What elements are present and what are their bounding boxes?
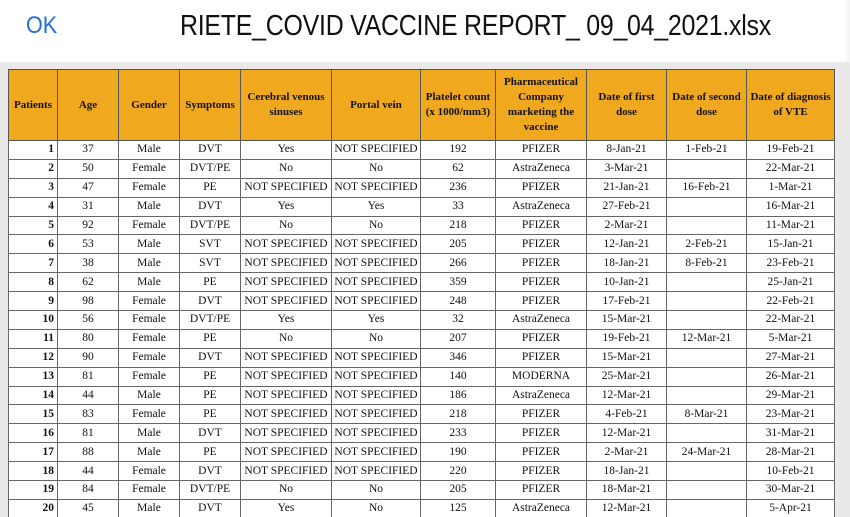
table-cell[interactable]: 23-Feb-21 bbox=[747, 254, 835, 273]
table-cell[interactable]: PFIZER bbox=[496, 481, 587, 500]
table-cell[interactable]: Female bbox=[119, 329, 180, 348]
table-cell[interactable]: 8-Jan-21 bbox=[587, 141, 667, 160]
table-cell[interactable]: 12-Mar-21 bbox=[587, 424, 667, 443]
table-cell[interactable]: NOT SPECIFIED bbox=[241, 273, 332, 292]
table-cell[interactable]: 12-Mar-21 bbox=[587, 386, 667, 405]
table-cell[interactable]: 15-Mar-21 bbox=[587, 348, 667, 367]
table-cell[interactable] bbox=[667, 292, 747, 311]
table-cell[interactable]: Female bbox=[119, 367, 180, 386]
table-cell[interactable]: No bbox=[332, 159, 421, 178]
column-header[interactable]: Pharmaceutical Company marketing the vaccine bbox=[496, 70, 587, 141]
table-cell[interactable]: 140 bbox=[421, 367, 496, 386]
table-cell[interactable]: 18-Jan-21 bbox=[587, 462, 667, 481]
table-cell[interactable]: No bbox=[332, 481, 421, 500]
table-cell[interactable] bbox=[667, 311, 747, 330]
table-cell[interactable]: Female bbox=[119, 311, 180, 330]
table-cell[interactable]: 18-Jan-21 bbox=[587, 254, 667, 273]
column-header[interactable]: Date of diagnosis of VTE bbox=[747, 70, 835, 141]
table-cell[interactable]: 17-Feb-21 bbox=[587, 292, 667, 311]
ok-button[interactable]: OK bbox=[26, 12, 58, 39]
table-cell[interactable]: 346 bbox=[421, 348, 496, 367]
column-header[interactable]: Cerebral venous sinuses bbox=[241, 70, 332, 141]
table-cell[interactable]: AstraZeneca bbox=[496, 311, 587, 330]
table-cell[interactable]: 22-Mar-21 bbox=[747, 311, 835, 330]
table-cell[interactable]: Male bbox=[119, 499, 180, 517]
table-cell[interactable]: 83 bbox=[58, 405, 119, 424]
table-cell[interactable]: 207 bbox=[421, 329, 496, 348]
table-row bbox=[9, 386, 835, 405]
table-cell[interactable]: 5-Mar-21 bbox=[747, 329, 835, 348]
table-cell[interactable]: NOT SPECIFIED bbox=[332, 235, 421, 254]
table-cell[interactable]: 220 bbox=[421, 462, 496, 481]
table-cell[interactable]: 47 bbox=[58, 178, 119, 197]
table-cell[interactable]: PFIZER bbox=[496, 348, 587, 367]
table-cell[interactable]: 10-Feb-21 bbox=[747, 462, 835, 481]
table-cell[interactable]: DVT bbox=[180, 197, 241, 216]
table-row bbox=[9, 367, 835, 386]
table-cell[interactable]: PFIZER bbox=[496, 216, 587, 235]
table-cell[interactable]: PE bbox=[180, 329, 241, 348]
patient-id-cell[interactable]: 4 bbox=[9, 197, 58, 216]
table-cell[interactable]: 22-Feb-21 bbox=[747, 292, 835, 311]
patient-id-cell[interactable]: 9 bbox=[9, 292, 58, 311]
table-cell[interactable]: DVT bbox=[180, 424, 241, 443]
patient-id-cell[interactable]: 5 bbox=[9, 216, 58, 235]
table-cell[interactable]: AstraZeneca bbox=[496, 197, 587, 216]
patient-id-cell[interactable]: 8 bbox=[9, 273, 58, 292]
table-row bbox=[9, 329, 835, 348]
table-cell[interactable]: DVT/PE bbox=[180, 311, 241, 330]
file-title: RIETE_COVID VACCINE REPORT_ 09_04_2021.xlsx bbox=[180, 10, 771, 42]
table-cell[interactable]: 50 bbox=[58, 159, 119, 178]
table-cell[interactable]: 22-Mar-21 bbox=[747, 159, 835, 178]
table-cell[interactable]: 233 bbox=[421, 424, 496, 443]
table-cell[interactable]: MODERNA bbox=[496, 367, 587, 386]
table-cell[interactable]: Male bbox=[119, 273, 180, 292]
table-cell[interactable]: NOT SPECIFIED bbox=[332, 443, 421, 462]
table-cell[interactable]: 125 bbox=[421, 499, 496, 517]
table-cell[interactable]: 21-Jan-21 bbox=[587, 178, 667, 197]
column-header[interactable]: Date of second dose bbox=[667, 70, 747, 141]
table-cell[interactable]: PE bbox=[180, 386, 241, 405]
table-row bbox=[9, 178, 835, 197]
table-cell[interactable]: DVT/PE bbox=[180, 216, 241, 235]
table-cell[interactable]: NOT SPECIFIED bbox=[241, 424, 332, 443]
table-cell[interactable]: 33 bbox=[421, 197, 496, 216]
table-cell[interactable]: AstraZeneca bbox=[496, 159, 587, 178]
table-cell[interactable]: PFIZER bbox=[496, 235, 587, 254]
table-cell[interactable]: 4-Feb-21 bbox=[587, 405, 667, 424]
table-row bbox=[9, 159, 835, 178]
table-cell[interactable]: Male bbox=[119, 235, 180, 254]
table-row bbox=[9, 197, 835, 216]
table-row bbox=[9, 235, 835, 254]
patient-id-cell[interactable]: 16 bbox=[9, 424, 58, 443]
table-cell[interactable]: 2-Mar-21 bbox=[587, 216, 667, 235]
table-cell[interactable]: PE bbox=[180, 178, 241, 197]
table-cell[interactable]: Female bbox=[119, 481, 180, 500]
table-cell[interactable]: NOT SPECIFIED bbox=[332, 386, 421, 405]
table-cell[interactable]: 25-Mar-21 bbox=[587, 367, 667, 386]
table-cell[interactable]: Female bbox=[119, 462, 180, 481]
table-cell[interactable]: PFIZER bbox=[496, 329, 587, 348]
table-cell[interactable]: 88 bbox=[58, 443, 119, 462]
table-cell[interactable]: 26-Mar-21 bbox=[747, 367, 835, 386]
table-cell[interactable]: NOT SPECIFIED bbox=[332, 348, 421, 367]
column-header[interactable]: Patients bbox=[9, 70, 58, 141]
table-cell[interactable]: 218 bbox=[421, 405, 496, 424]
table-cell[interactable]: NOT SPECIFIED bbox=[241, 235, 332, 254]
table-cell[interactable]: NOT SPECIFIED bbox=[332, 292, 421, 311]
table-row bbox=[9, 424, 835, 443]
table-row bbox=[9, 273, 835, 292]
table-cell[interactable]: PFIZER bbox=[496, 443, 587, 462]
table-cell[interactable]: 81 bbox=[58, 367, 119, 386]
table-cell[interactable]: PFIZER bbox=[496, 141, 587, 160]
table-cell[interactable] bbox=[667, 216, 747, 235]
table-cell[interactable]: 10-Jan-21 bbox=[587, 273, 667, 292]
table-cell[interactable]: DVT/PE bbox=[180, 159, 241, 178]
table-cell[interactable]: PFIZER bbox=[496, 273, 587, 292]
table-cell[interactable]: No bbox=[332, 499, 421, 517]
table-cell[interactable]: Yes bbox=[332, 197, 421, 216]
table-cell[interactable]: DVT bbox=[180, 292, 241, 311]
table-row bbox=[9, 348, 835, 367]
table-cell[interactable]: Male bbox=[119, 443, 180, 462]
column-header[interactable]: Gender bbox=[119, 70, 180, 141]
table-cell[interactable]: 236 bbox=[421, 178, 496, 197]
table-cell[interactable]: DVT bbox=[180, 462, 241, 481]
table-cell[interactable]: PFIZER bbox=[496, 292, 587, 311]
table-cell[interactable]: 30-Mar-21 bbox=[747, 481, 835, 500]
table-cell[interactable]: DVT bbox=[180, 348, 241, 367]
patient-id-cell[interactable]: 12 bbox=[9, 348, 58, 367]
table-cell[interactable] bbox=[667, 424, 747, 443]
table-cell[interactable]: NOT SPECIFIED bbox=[241, 348, 332, 367]
table-cell[interactable]: 90 bbox=[58, 348, 119, 367]
table-cell[interactable]: 45 bbox=[58, 499, 119, 517]
table-cell[interactable]: No bbox=[241, 216, 332, 235]
table-row bbox=[9, 443, 835, 462]
table-cell[interactable]: Female bbox=[119, 348, 180, 367]
table-cell[interactable]: Female bbox=[119, 405, 180, 424]
patient-id-cell[interactable]: 19 bbox=[9, 481, 58, 500]
table-cell[interactable]: DVT bbox=[180, 499, 241, 517]
table-cell[interactable]: PE bbox=[180, 443, 241, 462]
table-cell[interactable]: NOT SPECIFIED bbox=[332, 178, 421, 197]
table-cell[interactable]: 8-Mar-21 bbox=[667, 405, 747, 424]
table-cell[interactable]: NOT SPECIFIED bbox=[241, 178, 332, 197]
table-cell[interactable]: Male bbox=[119, 424, 180, 443]
table-cell[interactable]: No bbox=[241, 159, 332, 178]
table-row bbox=[9, 462, 835, 481]
table-cell[interactable] bbox=[667, 348, 747, 367]
patient-id-cell[interactable]: 3 bbox=[9, 178, 58, 197]
table-cell[interactable]: AstraZeneca bbox=[496, 386, 587, 405]
table-cell[interactable]: 16-Feb-21 bbox=[667, 178, 747, 197]
table-cell[interactable]: 12-Jan-21 bbox=[587, 235, 667, 254]
table-cell[interactable]: 44 bbox=[58, 386, 119, 405]
table-cell[interactable]: NOT SPECIFIED bbox=[241, 386, 332, 405]
table-cell[interactable]: PE bbox=[180, 273, 241, 292]
table-row bbox=[9, 141, 835, 160]
table-cell[interactable]: 5-Apr-21 bbox=[747, 499, 835, 517]
edge-shadow bbox=[844, 0, 850, 62]
table-cell[interactable]: Female bbox=[119, 292, 180, 311]
vaccine-report-table bbox=[8, 69, 835, 517]
table-cell[interactable]: PFIZER bbox=[496, 254, 587, 273]
table-row bbox=[9, 499, 835, 517]
table-cell[interactable]: 2-Mar-21 bbox=[587, 443, 667, 462]
table-row bbox=[9, 311, 835, 330]
patient-id-cell[interactable]: 11 bbox=[9, 329, 58, 348]
table-cell[interactable]: PFIZER bbox=[496, 424, 587, 443]
table-row bbox=[9, 254, 835, 273]
table-cell[interactable]: NOT SPECIFIED bbox=[332, 367, 421, 386]
table-cell[interactable]: 25-Jan-21 bbox=[747, 273, 835, 292]
header-row bbox=[9, 70, 835, 141]
table-cell[interactable]: 15-Mar-21 bbox=[587, 311, 667, 330]
table-cell[interactable]: 27-Mar-21 bbox=[747, 348, 835, 367]
table-cell[interactable]: Female bbox=[119, 178, 180, 197]
table-cell[interactable]: 205 bbox=[421, 235, 496, 254]
table-cell[interactable]: 15-Jan-21 bbox=[747, 235, 835, 254]
table-cell[interactable]: 1-Mar-21 bbox=[747, 178, 835, 197]
table-cell[interactable]: 186 bbox=[421, 386, 496, 405]
column-header[interactable]: Portal vein bbox=[332, 70, 421, 141]
table-cell[interactable]: 190 bbox=[421, 443, 496, 462]
table-cell[interactable]: PE bbox=[180, 405, 241, 424]
table-cell[interactable]: 8-Feb-21 bbox=[667, 254, 747, 273]
table-cell[interactable]: No bbox=[241, 329, 332, 348]
table-cell[interactable]: NOT SPECIFIED bbox=[241, 462, 332, 481]
column-header[interactable]: Symptoms bbox=[180, 70, 241, 141]
table-cell[interactable]: Male bbox=[119, 141, 180, 160]
table-cell[interactable]: 3-Mar-21 bbox=[587, 159, 667, 178]
patient-id-cell[interactable]: 7 bbox=[9, 254, 58, 273]
column-header[interactable]: Age bbox=[58, 70, 119, 141]
table-cell[interactable]: NOT SPECIFIED bbox=[332, 424, 421, 443]
table-cell[interactable]: Male bbox=[119, 254, 180, 273]
table-cell[interactable]: NOT SPECIFIED bbox=[332, 462, 421, 481]
table-cell[interactable]: 84 bbox=[58, 481, 119, 500]
column-header[interactable]: Date of first dose bbox=[587, 70, 667, 141]
table-cell[interactable]: 28-Mar-21 bbox=[747, 443, 835, 462]
table-cell[interactable]: 31-Mar-21 bbox=[747, 424, 835, 443]
table-row bbox=[9, 405, 835, 424]
table-cell[interactable]: 12-Mar-21 bbox=[587, 499, 667, 517]
table-cell[interactable] bbox=[667, 159, 747, 178]
table-cell[interactable]: NOT SPECIFIED bbox=[241, 367, 332, 386]
table-cell[interactable]: NOT SPECIFIED bbox=[241, 254, 332, 273]
table-cell[interactable]: PFIZER bbox=[496, 178, 587, 197]
table-row bbox=[9, 481, 835, 500]
patient-id-cell[interactable]: 6 bbox=[9, 235, 58, 254]
table-cell[interactable]: 53 bbox=[58, 235, 119, 254]
table-cell[interactable]: 12-Mar-21 bbox=[667, 329, 747, 348]
table-cell[interactable]: 62 bbox=[58, 273, 119, 292]
table-cell[interactable]: 81 bbox=[58, 424, 119, 443]
table-cell[interactable]: 1-Feb-21 bbox=[667, 141, 747, 160]
table-cell[interactable]: 19-Feb-21 bbox=[587, 329, 667, 348]
table-cell[interactable]: 37 bbox=[58, 141, 119, 160]
table-cell[interactable] bbox=[667, 197, 747, 216]
table-cell[interactable]: Yes bbox=[332, 311, 421, 330]
table-cell[interactable]: Yes bbox=[241, 197, 332, 216]
table-cell[interactable]: 44 bbox=[58, 462, 119, 481]
table-cell[interactable]: 62 bbox=[421, 159, 496, 178]
patient-id-cell[interactable]: 13 bbox=[9, 367, 58, 386]
table-cell[interactable]: NOT SPECIFIED bbox=[241, 443, 332, 462]
table-cell[interactable]: DVT bbox=[180, 141, 241, 160]
table-cell[interactable]: Yes bbox=[241, 499, 332, 517]
table-cell[interactable]: 80 bbox=[58, 329, 119, 348]
table-cell[interactable]: PE bbox=[180, 367, 241, 386]
table-cell[interactable]: Yes bbox=[241, 141, 332, 160]
table-cell[interactable]: 11-Mar-21 bbox=[747, 216, 835, 235]
table-cell[interactable]: 19-Feb-21 bbox=[747, 141, 835, 160]
table-cell[interactable]: 266 bbox=[421, 254, 496, 273]
table-cell[interactable] bbox=[667, 481, 747, 500]
table-cell[interactable]: No bbox=[241, 481, 332, 500]
table-cell[interactable]: 31 bbox=[58, 197, 119, 216]
table-cell[interactable]: Male bbox=[119, 386, 180, 405]
table-cell[interactable]: 98 bbox=[58, 292, 119, 311]
table-cell[interactable]: DVT/PE bbox=[180, 481, 241, 500]
patient-id-cell[interactable]: 15 bbox=[9, 405, 58, 424]
table-cell[interactable] bbox=[667, 367, 747, 386]
table-cell[interactable]: NOT SPECIFIED bbox=[332, 254, 421, 273]
table-cell[interactable]: NOT SPECIFIED bbox=[241, 405, 332, 424]
table-cell[interactable]: 218 bbox=[421, 216, 496, 235]
table-cell[interactable]: PFIZER bbox=[496, 405, 587, 424]
patient-id-cell[interactable]: 10 bbox=[9, 311, 58, 330]
table-cell[interactable] bbox=[667, 462, 747, 481]
table-cell[interactable]: No bbox=[332, 216, 421, 235]
table-row bbox=[9, 216, 835, 235]
table-cell[interactable] bbox=[667, 386, 747, 405]
table-cell[interactable]: SVT bbox=[180, 235, 241, 254]
column-header[interactable]: Platelet count (x 1000/mm3) bbox=[421, 70, 496, 141]
table-cell[interactable] bbox=[667, 273, 747, 292]
table-cell[interactable]: Male bbox=[119, 197, 180, 216]
table-cell[interactable]: NOT SPECIFIED bbox=[332, 273, 421, 292]
table-cell[interactable]: NOT SPECIFIED bbox=[241, 292, 332, 311]
table-cell[interactable]: 192 bbox=[421, 141, 496, 160]
patient-id-cell[interactable]: 17 bbox=[9, 443, 58, 462]
patient-id-cell[interactable]: 2 bbox=[9, 159, 58, 178]
table-cell[interactable]: 56 bbox=[58, 311, 119, 330]
table-cell[interactable]: 18-Mar-21 bbox=[587, 481, 667, 500]
table-row bbox=[9, 292, 835, 311]
table-cell[interactable]: 2-Feb-21 bbox=[667, 235, 747, 254]
patient-id-cell[interactable]: 14 bbox=[9, 386, 58, 405]
spreadsheet-view[interactable] bbox=[0, 62, 850, 517]
table-cell[interactable]: 29-Mar-21 bbox=[747, 386, 835, 405]
patient-id-cell[interactable]: 18 bbox=[9, 462, 58, 481]
table-cell[interactable]: Female bbox=[119, 159, 180, 178]
table-cell[interactable] bbox=[667, 499, 747, 517]
table-cell[interactable]: PFIZER bbox=[496, 462, 587, 481]
table-cell[interactable]: Female bbox=[119, 216, 180, 235]
table-cell[interactable]: 359 bbox=[421, 273, 496, 292]
table-cell[interactable]: 38 bbox=[58, 254, 119, 273]
table-cell[interactable]: NOT SPECIFIED bbox=[332, 405, 421, 424]
table-cell[interactable]: 27-Feb-21 bbox=[587, 197, 667, 216]
patient-id-cell[interactable]: 20 bbox=[9, 499, 58, 517]
table-cell[interactable]: 23-Mar-21 bbox=[747, 405, 835, 424]
table-cell[interactable]: Yes bbox=[241, 311, 332, 330]
patient-id-cell[interactable]: 1 bbox=[9, 141, 58, 160]
table-cell[interactable]: 32 bbox=[421, 311, 496, 330]
table-cell[interactable]: 24-Mar-21 bbox=[667, 443, 747, 462]
table-cell[interactable]: 205 bbox=[421, 481, 496, 500]
table-body bbox=[9, 141, 835, 517]
table-cell[interactable]: 92 bbox=[58, 216, 119, 235]
table-cell[interactable]: SVT bbox=[180, 254, 241, 273]
top-bar bbox=[0, 0, 850, 62]
table-cell[interactable]: AstraZeneca bbox=[496, 499, 587, 517]
table-cell[interactable]: NOT SPECIFIED bbox=[332, 141, 421, 160]
table-cell[interactable]: 16-Mar-21 bbox=[747, 197, 835, 216]
table-cell[interactable]: No bbox=[332, 329, 421, 348]
table-cell[interactable]: 248 bbox=[421, 292, 496, 311]
